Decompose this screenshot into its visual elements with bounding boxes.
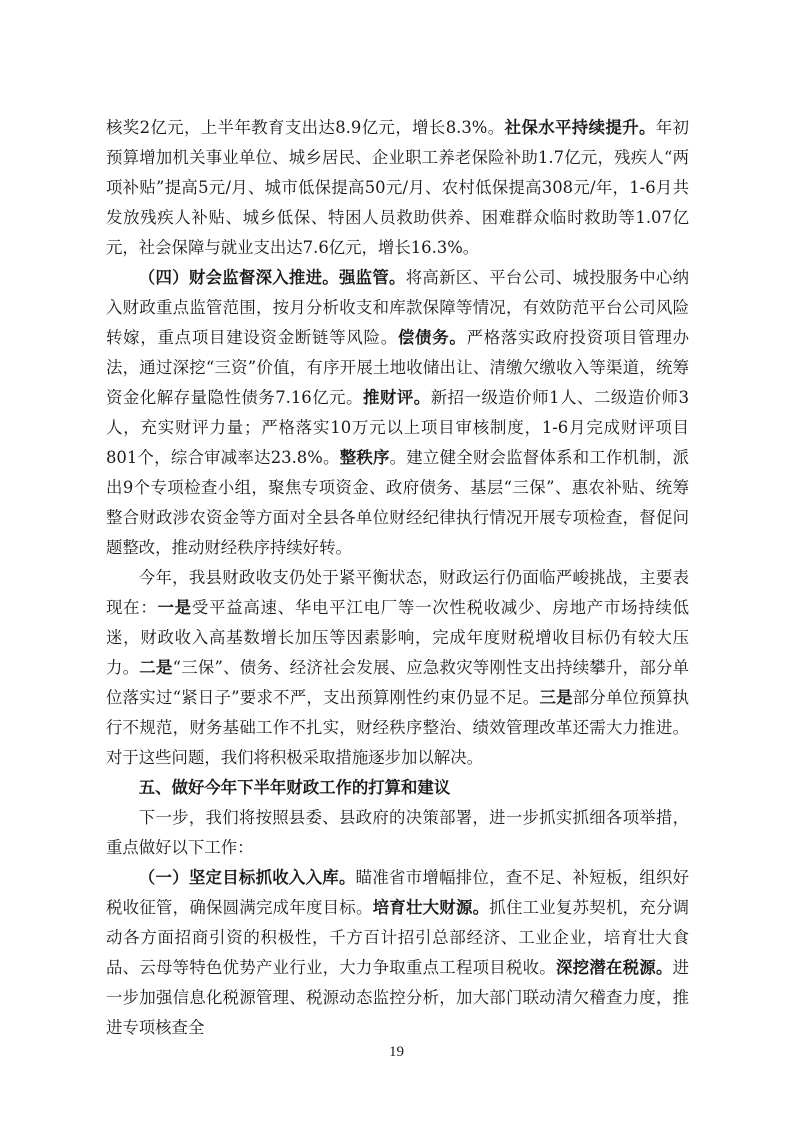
text-run: “三保”、债务、经济社会发展、应急救灾等刚性支出持续攀升，部分单位落实过“紧日子”要求不严，支出预算刚性约束仍显不足。 (106, 658, 689, 707)
text-run: 新招一级造价师1人、二级造价师3人，充实财评力量；严格落实10万元以上项目审核制度，1-6月完成财评项目801个，综合审减率达23.8%。 (106, 388, 689, 467)
text-run: 今年，我县财政收支仍处于紧平衡状态，财政运行仍面临严峻挑战，主要表现在： (106, 568, 689, 617)
page-number: 19 (389, 1044, 404, 1060)
paragraph (106, 113, 689, 263)
bold-phrase: 三是 (539, 688, 573, 707)
bold-phrase: 培育壮大财源。 (372, 898, 490, 917)
bold-phrase: （四）财会监督深入推进。 (138, 268, 339, 287)
paragraph (106, 863, 689, 1043)
section-heading (106, 773, 689, 803)
text-run: 。建立健全财会监督体系和工作机制，派出9个专项检查小组，聚焦专项资金、政府债务、基层“三保”、惠农补贴、统筹整合财政涉农资金等方面对全县各单位财经纪律执行情况开展专项检查，督促问题整改，推动财经秩序持续好转。 (106, 448, 690, 557)
bold-phrase: 推财评。 (363, 388, 431, 407)
bold-phrase: 社保水平持续提升。 (504, 118, 656, 137)
bold-phrase: 深挖潜在税源。 (555, 958, 673, 977)
document-body (106, 113, 689, 1043)
text-run: 将高新区、平台公司、城投服务中心纳入财政重点监管范围，按月分析收支和库款保障等情况，有效防范平台公司风险转嫁，重点项目建设资金断链等风险。 (106, 268, 690, 347)
text-run: 年初预算增加机关事业单位、城乡居民、企业职工养老保险补助1.7亿元，残疾人“两项补贴”提高5元/月、城市低保提高50元/月、农村低保提高308元/年，1-6月共发放残疾人补贴、城乡低保、特困人员救助供养、困难群众临时救助等1.07亿元，社会保障与就业支出达7.6亿元，增长16.3%。 (106, 118, 690, 257)
bold-phrase: 偿债务。 (397, 328, 467, 347)
bold-phrase: 整秩序 (339, 448, 390, 467)
text-run: 核奖2亿元，上半年教育支出达8.9亿元，增长8.3%。 (106, 118, 505, 137)
paragraph (106, 803, 689, 863)
paragraph (106, 563, 689, 773)
text-run: 进一步加强信息化税源管理、税源动态监控分析，加大部门联动清欠稽查力度，推进专项核查全 (106, 958, 689, 1037)
bold-phrase: 一是 (157, 598, 192, 617)
bold-phrase: （一）坚定目标抓收入入库。 (138, 868, 356, 887)
paragraph (106, 263, 689, 563)
text-run: 瞄准省市增幅排位，查不足、补短板，组织好税收征管，确保圆满完成年度目标。 (106, 868, 690, 917)
text-run: 下一步，我们将按照县委、县政府的决策部署，进一步抓实抓细各项举措，重点做好以下工作： (106, 808, 689, 857)
text-run: 部分单位预算执行不规范，财务基础工作不扎实，财经秩序整治、绩效管理改革还需大力推进。对于这些问题，我们将积极采取措施逐步加以解决。 (106, 688, 690, 767)
text-run: 受平益高速、华电平江电厂等一次性税收减少、房地产市场持续低迷，财政收入高基数增长加压等因素影响，完成年度财税增收目标仍有较大压力。 (106, 598, 690, 677)
text-run: 抓住工业复苏契机，充分调动各方面招商引资的积极性，千方百计招引总部经济、工业企业，培育壮大食品、云母等特色优势产业行业，大力争取重点工程项目税收。 (106, 898, 690, 977)
text-run: 严格落实政府投资项目管理办法，通过深挖“三资”价值，有序开展土地收储出让、清缴欠缴收入等渠道，统筹资金化解存量隐性债务7.16亿元。 (106, 328, 690, 407)
bold-phrase: 五、做好今年下半年财政工作的打算和建议 (138, 778, 451, 797)
bold-phrase: 强监管。 (338, 268, 406, 287)
bold-phrase: 二是 (139, 658, 173, 677)
